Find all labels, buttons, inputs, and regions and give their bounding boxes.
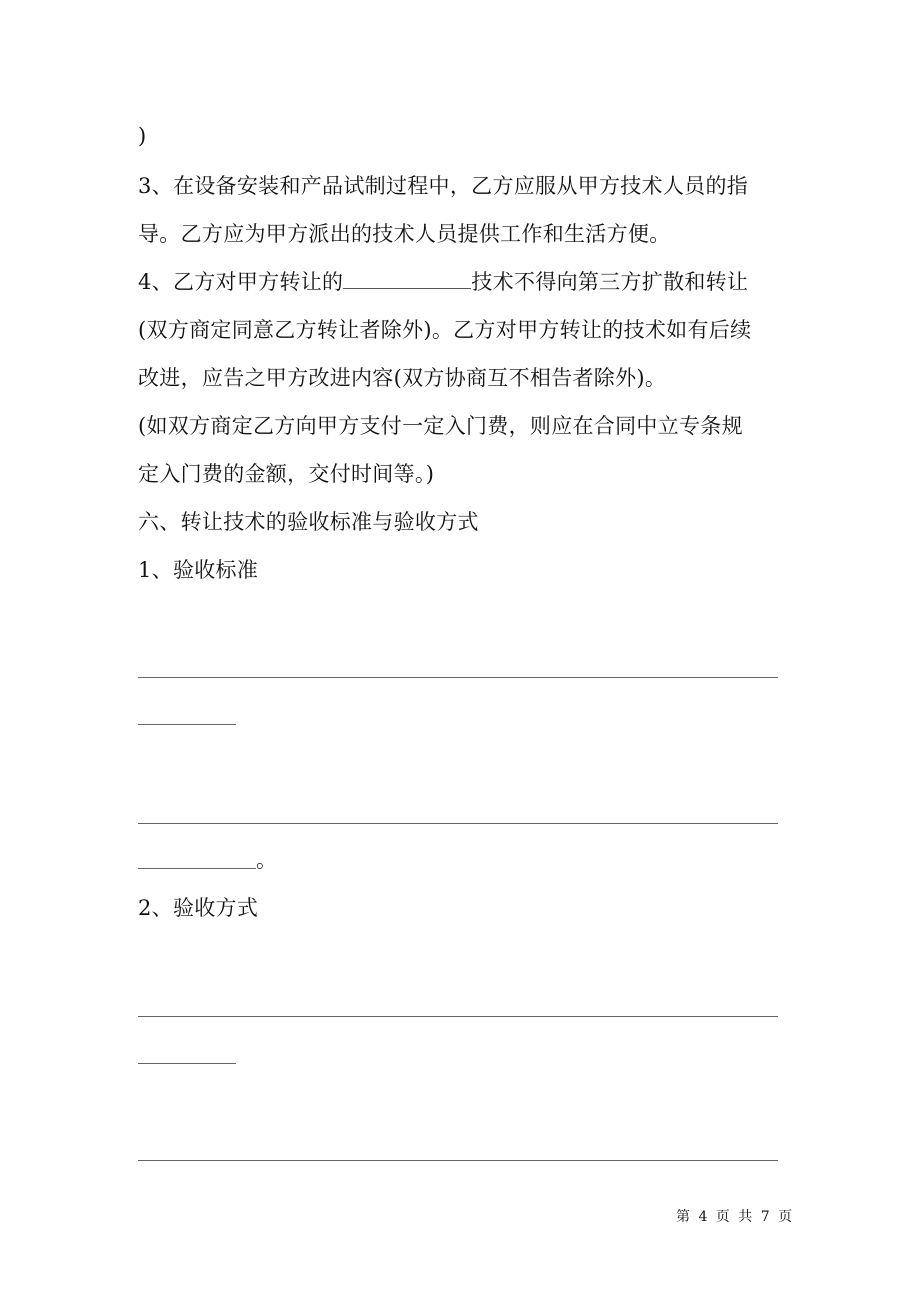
paragraph-line: (如双方商定乙方向甲方支付一定入门费，则应在合同中立专条规 [138, 414, 743, 438]
clause-text: 技术不得向第三方扩散和转让 [471, 270, 749, 294]
fill-in-line [138, 1063, 236, 1064]
fill-in-line [138, 724, 236, 725]
fill-in-line [138, 677, 778, 678]
section-heading: 六、转让技术的验收标准与验收方式 [138, 510, 479, 534]
paragraph-line: ) [138, 124, 147, 148]
period-mark: 。 [256, 848, 277, 872]
fill-in-line [138, 1160, 778, 1161]
paragraph-line: 导。乙方应为甲方派出的技术人员提供工作和生活方便。 [138, 222, 671, 246]
paragraph-line: 改进，应告之甲方改进内容(双方协商互不相告者除外)。 [138, 366, 667, 390]
subsection-heading: 2、验收方式 [138, 896, 259, 920]
clause-text: 4、乙方对甲方转让的 [138, 270, 344, 294]
subsection-heading: 1、验收标准 [138, 558, 259, 582]
paragraph-line: (双方商定同意乙方转让者除外)。乙方对甲方转让的技术如有后续 [138, 318, 752, 342]
paragraph-line [138, 268, 778, 296]
paragraph-line: 定入门费的金额，交付时间等。) [138, 462, 435, 486]
fill-in-blank [343, 270, 471, 289]
fill-in-line [138, 823, 778, 824]
paragraph-line: 3、在设备安装和产品试制过程中，乙方应服从甲方技术人员的指 [138, 174, 749, 198]
fill-in-line [138, 1016, 778, 1017]
fill-in-line [138, 868, 256, 869]
page-number-footer: 第 4 页 共 7 页 [676, 1209, 795, 1225]
